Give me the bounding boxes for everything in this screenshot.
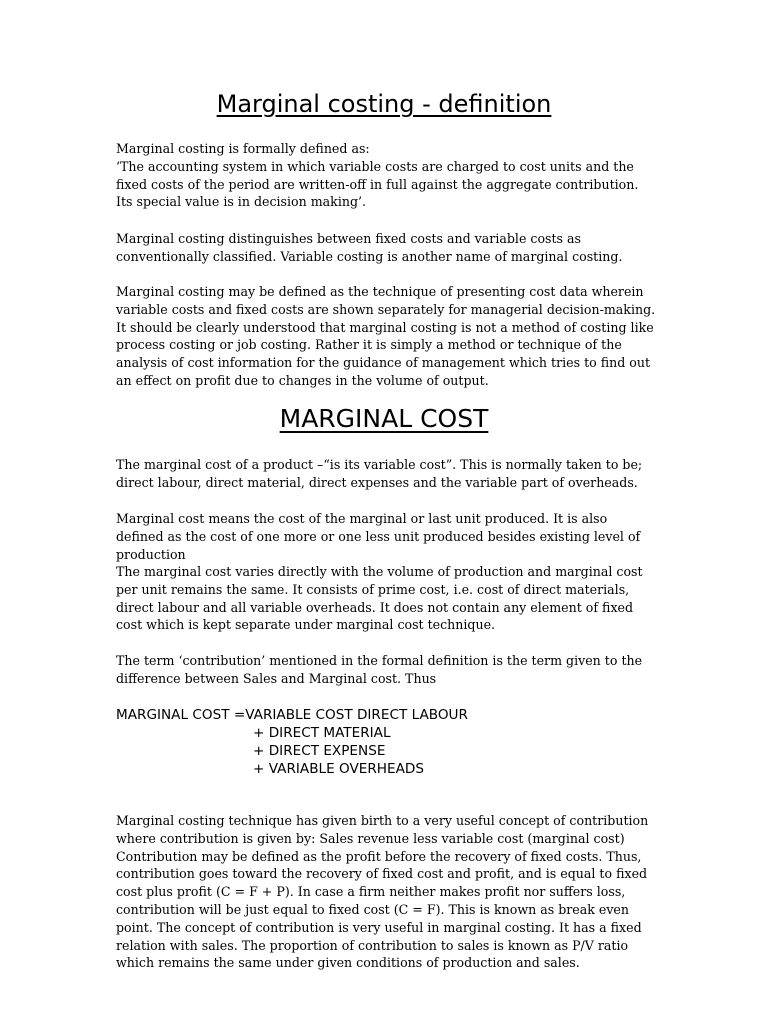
formula-line: + DIRECT MATERIAL [253, 725, 391, 741]
formula-line: + DIRECT EXPENSE [253, 743, 386, 759]
marginal-cost-formula [116, 706, 656, 778]
section-title: MARGINAL COST [279, 404, 489, 433]
contribution-term-paragraph: The term ‘contribution’ mentioned in the formal definition is the term given to the difference between Sales and Marginal cost. Thus [116, 653, 643, 686]
distinction-paragraph: Marginal costing distinguishes between fixed costs and variable costs as conventionally classified. Variable costing is another name of marginal costing. [116, 231, 623, 264]
marginal-cost-paragraph: The marginal cost of a product –“is its variable cost”. This is normally taken to be; direct labour, direct material, direct expenses and the variable part of overheads. [116, 457, 643, 490]
document-title: Marginal costing - definition [216, 90, 552, 118]
formula-line: + VARIABLE OVERHEADS [253, 761, 425, 777]
definition-paragraph: Marginal costing is formally defined as: ‘The accounting system in which variable costs are charged to cost units and the fixed costs of the period are written-off in full against the aggregate contribution. Its special value is in decision making’. [116, 141, 639, 210]
last-unit-paragraph: Marginal cost means the cost of the marginal or last unit produced. It is also defined as the cost of one more or one less unit produced besides existing level of production [116, 511, 641, 562]
formula-line: MARGINAL COST =VARIABLE COST DIRECT LABOUR [116, 707, 468, 723]
closing-paragraph: Marginal costing technique has given birth to a very useful concept of contribution where contribution is given by: Sales revenue less variable cost (marginal cost) Contribution may be defined as the profit before the recovery of fixed costs. Thus, contribution goes toward the recovery of fixed cost and profit, and is equal to fixed cost plus profit (C = F + P). In case a firm neither makes profit nor suffers loss, contribution will be just equal to fixed cost (C = F). This is known as break even point. The concept of contribution is very useful in marginal costing. It has a fixed relation with sales. The proportion of contribution to sales is known as P/V ratio which remains the same under given conditions of production and sales. [116, 813, 649, 971]
varies-paragraph: The marginal cost varies directly with the volume of production and marginal cost per unit remains the same. It consists of prime cost, i.e. cost of direct materials, direct labour and all variable overheads. It does not contain any element of fixed cost which is kept separate under marginal cost technique. [116, 564, 643, 633]
technique-paragraph: Marginal costing may be defined as the technique of presenting cost data wherein variable costs and fixed costs are shown separately for managerial decision-making. It should be clearly understood that marginal costing is not a method of costing like process costing or job costing. Rather it is simply a method or technique of the analysis of cost information for the guidance of management which tries to find out an effect on profit due to changes in the volume of output. [116, 284, 656, 388]
